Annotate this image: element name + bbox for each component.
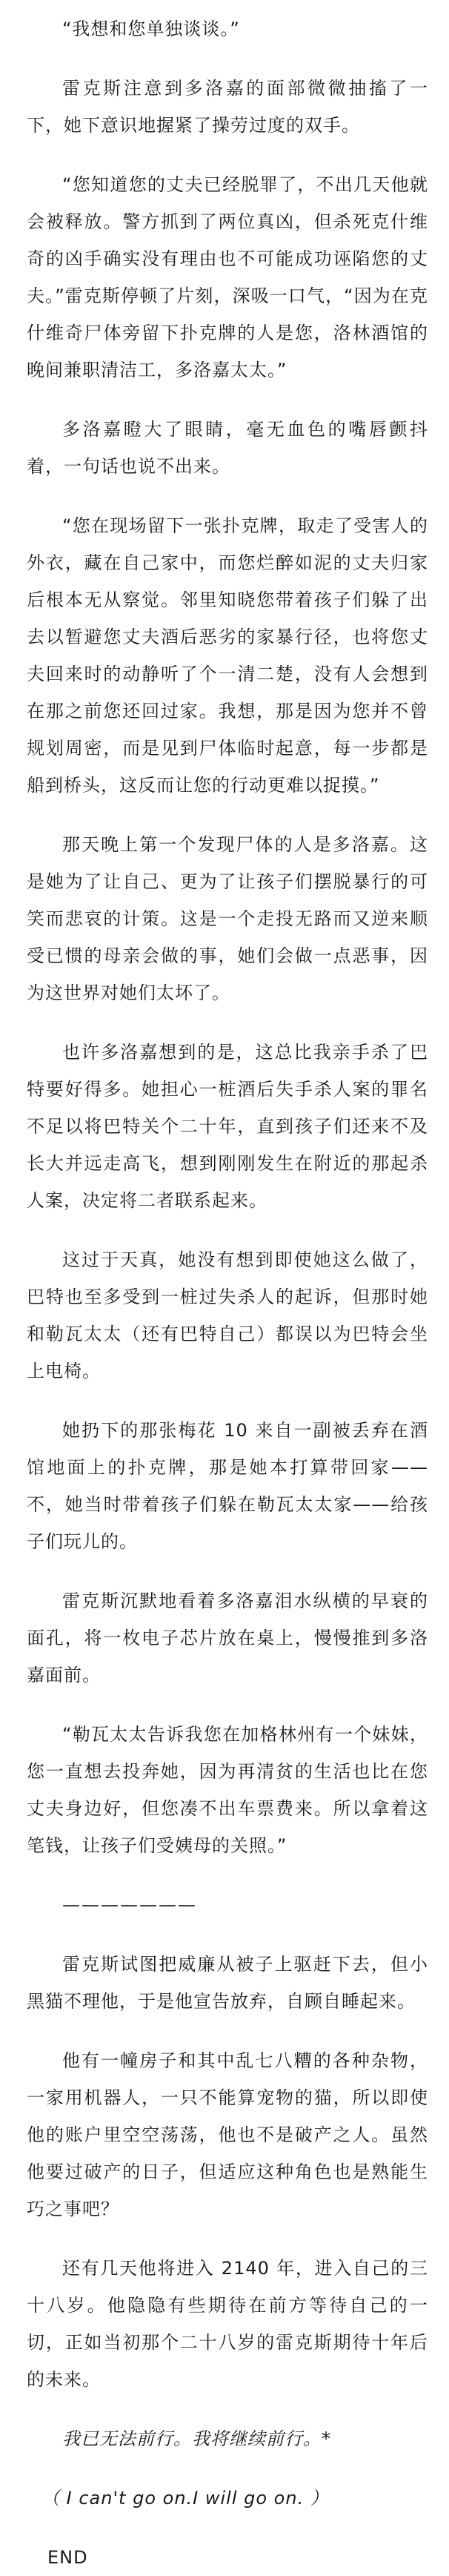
paragraph: 也许多洛嘉想到的是，这总比我亲手杀了巴特要好得多。她担心一桩酒后失手杀人案的罪名不足以将巴特关个二十年，直到孩子们还来不及长大并远走高飞，想到刚刚发生在附近的那起杀人案，决定将二者联系起来。 bbox=[27, 1042, 428, 1211]
paragraph: 她扔下的那张梅花 10 来自一副被丢弃在酒馆地面上的扑克牌，那是她本打算带回家——不，她当时带着孩子们躲在勒瓦太太家——给孩子们玩儿的。 bbox=[27, 1420, 428, 1552]
paragraph: 多洛嘉瞪大了眼睛，毫无血色的嘴唇颤抖着，一句话也说不出来。 bbox=[27, 419, 428, 477]
closing-italic-line: 我已无法前行。我将继续前行。* bbox=[62, 2428, 331, 2449]
paragraph: “您知道您的丈夫已经脱罪了，不出几天他就会被释放。警方抓到了两位真凶，但杀死克什维奇的凶手确实没有理由也不可能成功诬陷您的丈夫。”雷克斯停顿了片刻，深吸一口气，“因为在克什维奇尸体旁留下扑克牌的人是您，洛林酒馆的晚间兼职清洁工，多洛嘉太太。” bbox=[27, 174, 428, 380]
paragraph: 雷克斯试图把威廉从被子上驱赶下去，但小黑猫不理他，于是他宣告放弃，自顾自睡起来。 bbox=[27, 1954, 428, 2012]
paragraph: 雷克斯注意到多洛嘉的面部微微抽搐了一下，她下意识地握紧了操劳过度的双手。 bbox=[27, 78, 428, 136]
paragraph: 他有一幢房子和其中乱七八糟的各种杂物，一家用机器人，一只不能算宠物的猫，所以即使他的账户里空空荡荡，他也不是破产之人。虽然他要过破产的日子，但适应这种角色也是熟能生巧之事吧？ bbox=[27, 2050, 428, 2219]
end-marker: END bbox=[47, 2547, 88, 2568]
section-divider: ——————— bbox=[62, 1895, 197, 1915]
paragraph: “您在现场留下一张扑克牌，取走了受害人的外衣，藏在自己家中，而您烂醉如泥的丈夫归家后根本无从察觉。邻里知晓您带着孩子们躲了出去以暂避您丈夫酒后恶劣的家暴行径，也将您丈夫回来时的动静听了个一清二楚，没有人会想到在那之前您还回过家。我想，那是因为您并不曾规划周密，而是见到尸体临时起意，每一步都是船到桥头，这反而让您的行动更难以捉摸。” bbox=[27, 515, 428, 796]
closing-english-line: （ I can't go on.I will go on. ） bbox=[41, 2488, 329, 2509]
paragraph: “勒瓦太太告诉我您在加格林州有一个妹妹，您一直想去投奔她，因为再清贫的生活也比在您丈夫身边好，但您凑不出车票费来。所以拿着这笔钱，让孩子们受姨母的关照。” bbox=[27, 1724, 428, 1856]
paragraph: 还有几天他将进入 2140 年，进入自己的三十八岁。他隐隐有些期待在前方等待自己的一切，正如当初那个二十八岁的雷克斯期待十年后的未来。 bbox=[27, 2258, 428, 2390]
paragraph: “我想和您单独谈谈。” bbox=[62, 19, 240, 39]
paragraph: 雷克斯沉默地看着多洛嘉泪水纵横的早衰的面孔，将一枚电子芯片放在桌上，慢慢推到多洛嘉面前。 bbox=[27, 1591, 428, 1685]
paragraph: 这过于天真，她没有想到即使她这么做了，巴特也至多受到一桩过失杀人的起诉，但那时她和勒瓦太太（还有巴特自己）都误以为巴特会坐上电椅。 bbox=[27, 1249, 428, 1381]
paragraph: 那天晚上第一个发现尸体的人是多洛嘉。这是她为了让自己、更为了让孩子们摆脱暴行的可笑而悲哀的计策。这是一个走投无路而又逆来顺受已惯的母亲会做的事，她们会做一点恶事，因为这世界对她们太坏了。 bbox=[27, 834, 428, 1003]
